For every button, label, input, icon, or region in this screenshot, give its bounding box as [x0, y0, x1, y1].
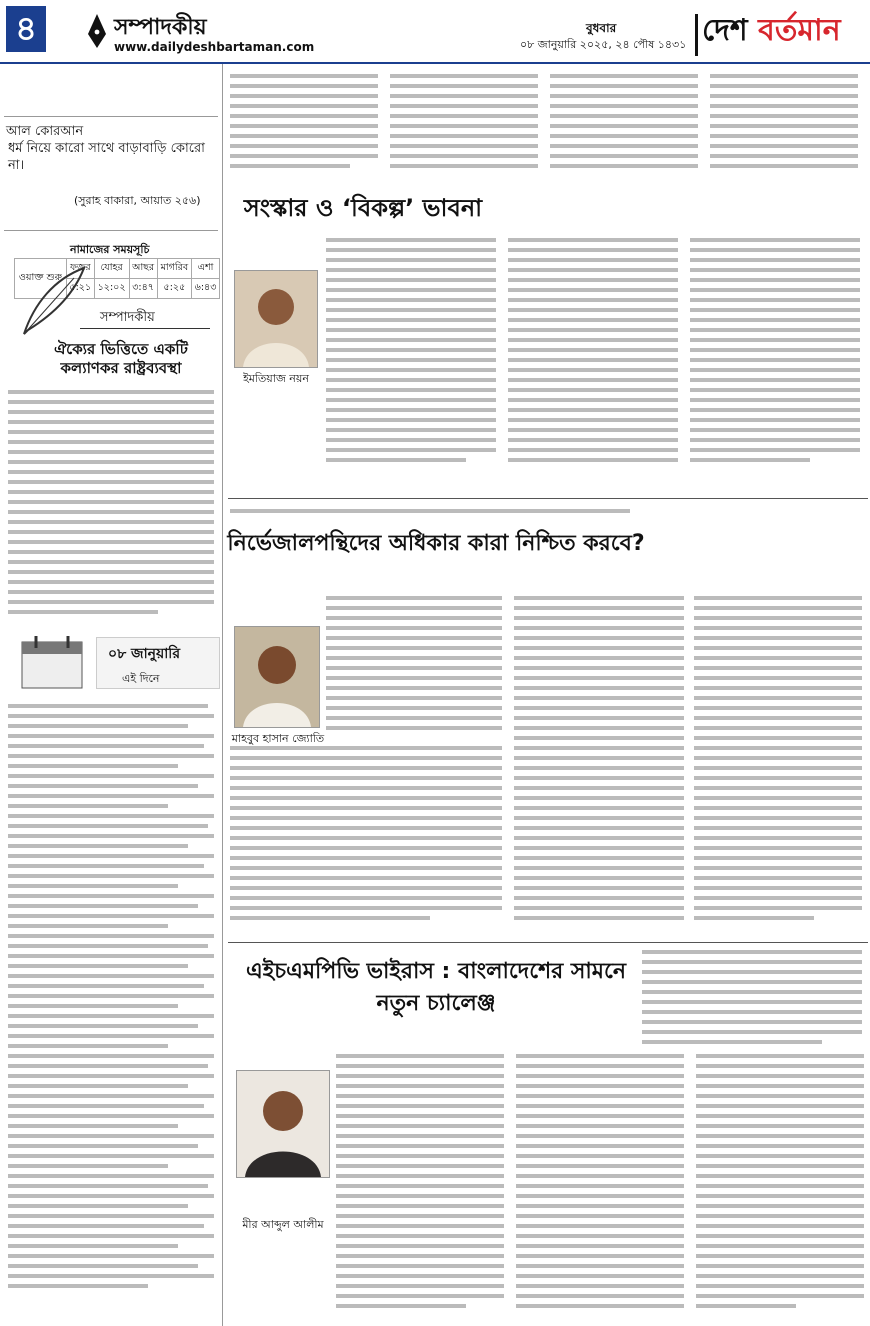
article2-body: [230, 594, 864, 938]
namaz-header-cell: ফজর: [66, 259, 94, 279]
masthead-rule: [0, 62, 870, 64]
namaz-time-cell: ১২:০২: [94, 279, 129, 299]
person-portrait-icon: [237, 1071, 329, 1177]
left-column-rule: [222, 64, 223, 1326]
editorial-label: সম্পাদকীয়: [100, 310, 155, 325]
article1-body: [326, 236, 862, 490]
page-number: ৪: [6, 6, 46, 52]
date-line: ০৮ জানুয়ারি ২০২৫, ২৪ পৌষ ১৪৩১: [520, 38, 687, 51]
person-portrait-icon: [235, 271, 317, 367]
article2-lead-text: [230, 504, 630, 523]
article3-top-text: [232, 944, 864, 1052]
this-day-date: ০৮ জানুয়ারি: [108, 646, 181, 662]
namaz-time-cell: ৩:৪৭: [129, 279, 157, 299]
brand-logo-part2: বর্তমান: [758, 13, 841, 48]
body-text-lines: [230, 505, 630, 519]
body-text-lines: [8, 700, 214, 1300]
body-text-lines: [336, 1052, 864, 1320]
body-text-lines: [232, 944, 864, 1048]
author-name: মীর আব্দুল আলীম: [242, 1218, 324, 1231]
this-day-subtitle: এই দিনে: [122, 672, 160, 685]
namaz-header-cell: মাগরিব: [157, 259, 191, 279]
divider: [4, 230, 218, 231]
article3-body: [336, 1052, 864, 1324]
namaz-header-cell: আছর: [129, 259, 157, 279]
brand-logo: [702, 6, 841, 57]
quran-heading: আল কোরআন: [6, 124, 84, 139]
namaz-row-label: ওয়াক্ত শুরু: [15, 259, 67, 299]
masthead-divider: [695, 14, 698, 56]
editorial-body: [8, 388, 214, 632]
divider: [4, 116, 218, 117]
pen-nib-icon: [86, 14, 108, 48]
body-text-lines: [326, 236, 862, 486]
weekday: বুধবার: [586, 21, 617, 35]
calendar-icon: [14, 632, 92, 692]
body-text-lines: [230, 72, 862, 180]
article1-top-text: [230, 72, 862, 184]
body-text-lines: [230, 594, 864, 934]
namaz-time-cell: ৫:২৫: [157, 279, 191, 299]
divider: [80, 328, 210, 329]
this-day-list: [8, 700, 214, 1304]
namaz-header-cell: যোহর: [94, 259, 129, 279]
section-title: সম্পাদকীয়: [114, 15, 207, 40]
article-divider: [228, 498, 868, 499]
namaz-time-cell: ৬:৪৩: [192, 279, 220, 299]
article2-headline[interactable]: নির্ভেজালপন্থিদের অধিকার কারা নিশ্চিত করবে?: [227, 531, 645, 556]
brand-logo-part1: দেশ: [702, 13, 759, 48]
editorial-title: ঐক্যের ভিত্তিতে একটি কল্যাণকর রাষ্ট্রব্যবস্থা: [54, 340, 188, 377]
quran-reference: (সুরাহ বাকারা, আয়াত ২৫৬): [74, 194, 201, 207]
namaz-time-cell: ৫:২১: [66, 279, 94, 299]
quran-verse: ধর্ম নিয়ে কারো সাথে বাড়াবাড়ি কোরো না।: [8, 141, 205, 173]
body-text-lines: [8, 388, 214, 628]
article1-headline[interactable]: সংস্কার ও ‘বিকল্প’ ভাবনা: [243, 194, 483, 222]
author-photo: [234, 270, 318, 368]
namaz-heading: নামাজের সময়সূচি: [70, 243, 150, 256]
article3-headline[interactable]: এইচএমপিভি ভাইরাস : বাংলাদেশের সামনে নতুন চ্যালেঞ্জ: [246, 959, 626, 1016]
article-divider: [228, 942, 868, 943]
namaz-header-cell: এশা: [192, 259, 220, 279]
website-link[interactable]: www.dailydeshbartaman.com: [114, 40, 315, 54]
author-name: ইমতিয়াজ নয়ন: [243, 372, 309, 385]
author-photo: [236, 1070, 330, 1178]
author-name: মাহবুব হাসান জ্যোতি: [231, 732, 325, 745]
